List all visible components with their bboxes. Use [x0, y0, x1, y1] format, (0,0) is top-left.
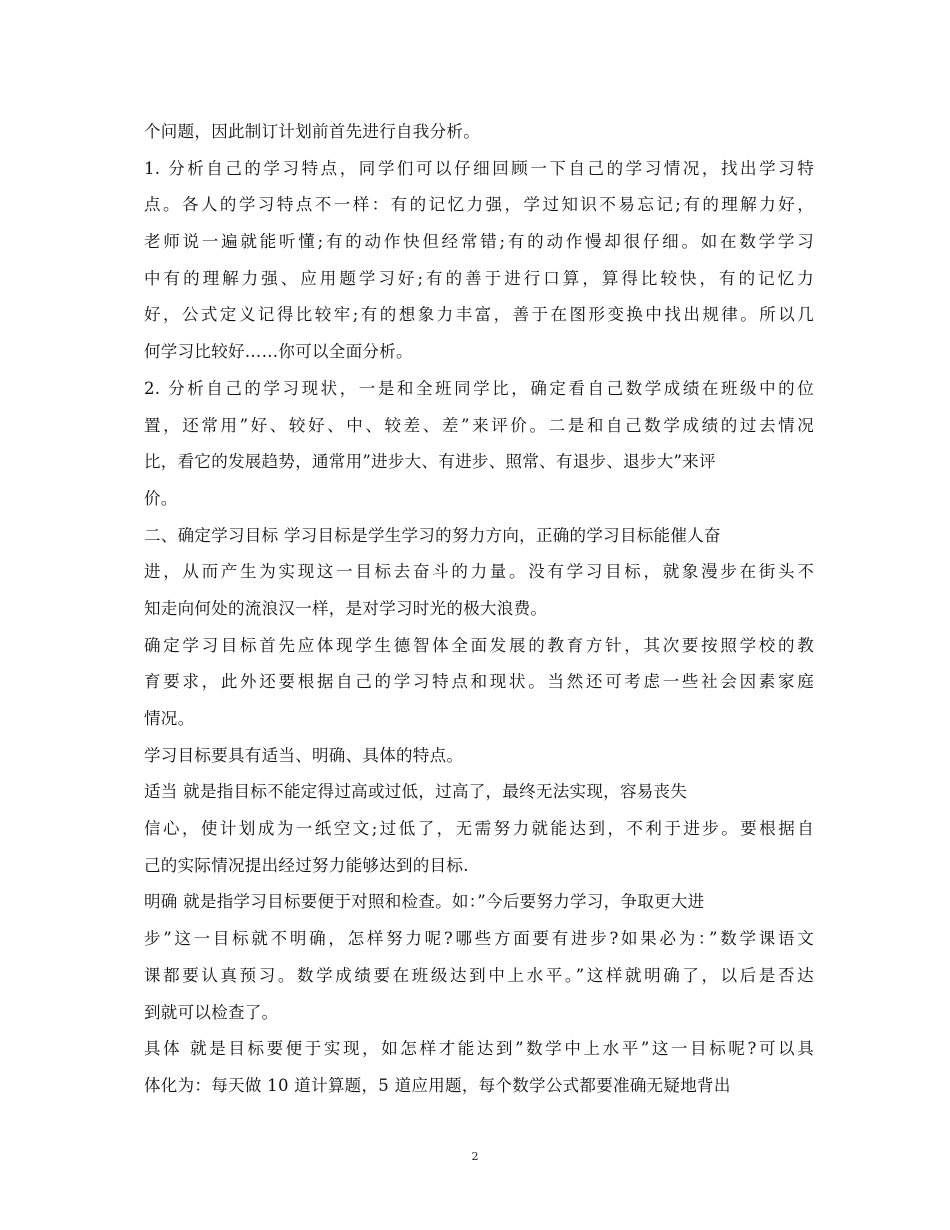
text-line: 信心，使计划成为一纸空文;过低了，无需努力就能达到，不利于进步。要根据自	[144, 819, 814, 839]
text-line: 1. 分析自己的学习特点，同学们可以仔细回顾一下自己的学习情况，找出学习特	[144, 158, 814, 178]
text-line: 明确 就是指学习目标要便于对照和检查。如：”今后要努力学习，争取更大进	[144, 892, 705, 912]
page-number: 2	[471, 1150, 479, 1163]
text-line: 进，从而产生为实现这一目标去奋斗的力量。没有学习目标，就象漫步在街头不	[144, 562, 814, 582]
text-line: 老师说一遍就能听懂;有的动作快但经常错;有的动作慢却很仔细。如在数学学习	[144, 232, 814, 252]
text-line: 比，看它的发展趋势，通常用”进步大、有进步、照常、有退步、退步大”来评	[144, 452, 716, 472]
text-line: 点。各人的学习特点不一样：有的记忆力强，学过知识不易忘记;有的理解力好，	[144, 195, 814, 215]
text-line: 体化为：每天做 10 道计算题，5 道应用题，每个数学公式都要准确无疑地背出	[144, 1075, 731, 1095]
text-line: 适当 就是指目标不能定得过高或过低，过高了，最终无法实现，容易丧失	[144, 782, 688, 802]
text-line: 个问题，因此制订计划前首先进行自我分析。	[144, 122, 480, 141]
text-line: 到就可以检查了。	[144, 1002, 279, 1022]
text-line: 好，公式定义记得比较牢;有的想象力丰富，善于在图形变换中找出规律。所以几	[144, 305, 814, 325]
text-line: 具体 就是目标要便于实现，如怎样才能达到”数学中上水平”这一目标呢?可以具	[144, 1039, 814, 1059]
body-text	[144, 114, 814, 1105]
text-line: 知走向何处的流浪汉一样，是对学习时光的极大浪费。	[144, 598, 548, 618]
text-line: 己的实际情况提出经过努力能够达到的目标.	[144, 855, 469, 875]
text-line: 中有的理解力强、应用题学习好;有的善于进行口算，算得比较快，有的记忆力	[144, 268, 814, 288]
text-line: 育要求，此外还要根据自己的学习特点和现状。当然还可考虑一些社会因素家庭	[144, 672, 814, 692]
text-line: 置，还常用”好、较好、中、较差、差”来评价。二是和自己数学成绩的过去情况	[144, 415, 814, 435]
text-line: 二、确定学习目标 学习目标是学生学习的努力方向，正确的学习目标能催人奋	[144, 525, 721, 545]
text-line: 何学习比较好……你可以全面分析。	[144, 342, 413, 362]
text-line: 课都要认真预习。数学成绩要在班级达到中上水平。”这样就明确了，以后是否达	[144, 965, 814, 985]
text-line: 步”这一目标就不明确，怎样努力呢?哪些方面要有进步?如果必为：”数学课语文	[144, 929, 814, 949]
text-line: 2. 分析自己的学习现状，一是和全班同学比，确定看自己数学成绩在班级中的位	[144, 378, 814, 398]
text-line: 情况。	[144, 709, 195, 728]
text-line: 学习目标要具有适当、明确、具体的特点。	[144, 745, 464, 765]
text-line: 确定学习目标首先应体现学生德智体全面发展的教育方针，其次要按照学校的教	[144, 635, 814, 655]
text-line: 价。	[144, 488, 178, 508]
